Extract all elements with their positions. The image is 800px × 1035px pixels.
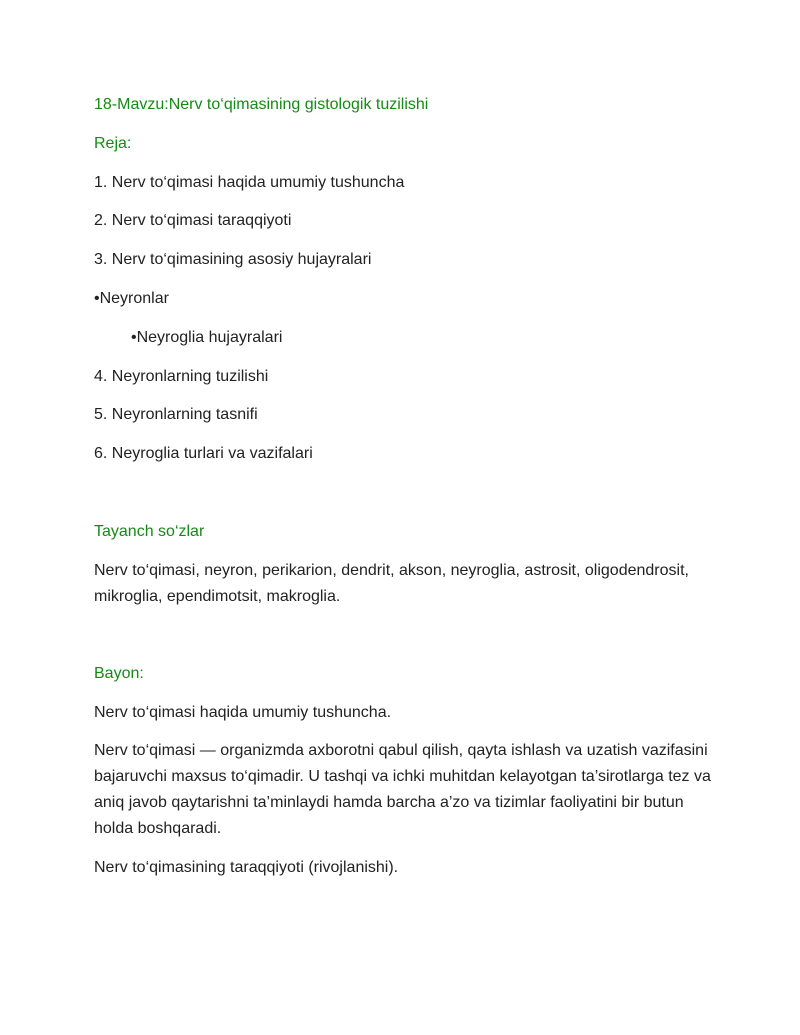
keywords-heading: Tayanch so‘zlar xyxy=(94,523,205,540)
plan-item: 6. Neyroglia turlari va vazifalari xyxy=(94,445,313,462)
document-title: 18-Mavzu:Nerv to‘qimasining gistologik tuzilishi xyxy=(94,96,429,113)
keywords-text: Nerv to‘qimasi, neyron, perikarion, dendrit, akson, neyroglia, astrosit, oligodendrosit, mikroglia, ependimotsit, makroglia. xyxy=(94,562,689,605)
body-paragraph: Nerv to‘qimasi — organizmda axborotni qabul qilish, qayta ishlash va uzatish vazifasini bajaruvchi maxsus to‘qimadir. U tashqi va ichki muhitdan kelayotgan ta’sirotlarga tez va aniq javob qaytarishni ta’minlaydi hamda barcha a’zo va tizimlar faoliyatini bir butun holda boshqaradi. xyxy=(94,742,711,837)
plan-subitem: •Neyronlar xyxy=(94,290,169,307)
plan-item: 2. Nerv to‘qimasi taraqqiyoti xyxy=(94,212,292,229)
body-paragraph: Nerv to‘qimasi haqida umumiy tushuncha. xyxy=(94,704,392,721)
plan-item: 1. Nerv to‘qimasi haqida umumiy tushuncha xyxy=(94,174,405,191)
plan-item: 3. Nerv to‘qimasining asosiy hujayralari xyxy=(94,251,372,268)
body-paragraph: Nerv to‘qimasining taraqqiyoti (rivojlanishi). xyxy=(94,859,399,876)
body-heading: Bayon: xyxy=(94,665,144,682)
plan-item: 4. Neyronlarning tuzilishi xyxy=(94,368,269,385)
plan-subitem: •Neyroglia hujayralari xyxy=(131,329,283,346)
plan-item: 5. Neyronlarning tasnifi xyxy=(94,406,258,423)
plan-heading: Reja: xyxy=(94,135,132,152)
